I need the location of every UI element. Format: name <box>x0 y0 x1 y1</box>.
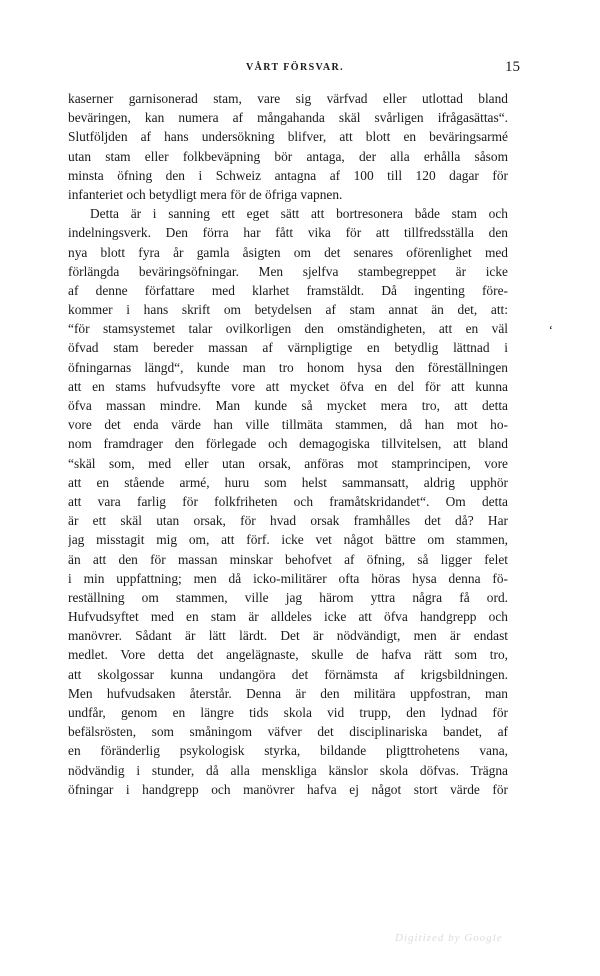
text-line: att en stående armé, huru som helst sammansatt, aldrig upphör <box>68 474 508 490</box>
text-line: vore det enda värde han ville tillmäta stammen, då han mot ho- <box>68 417 508 433</box>
text-line: “för stamsystemet talar ovilkorligen den omständigheten, att en väl <box>68 321 508 337</box>
text-line: att en stams hufvudsyfte vore att mycket öfva en del för att kunna <box>68 378 508 394</box>
text-line: Detta är i sanning ett eget sätt att bortresonera både stam och <box>90 206 508 222</box>
page-number: 15 <box>505 59 520 75</box>
text-line: kommer i hans skrift om betydelsen af stam annat än det, att: <box>68 302 508 318</box>
text-line: nödvändig i stunder, då alla menskliga känslor skola döfvas. Trägna <box>68 762 508 778</box>
text-line: är ett skäl utan orsak, för hvad orsak framhålles det då? Har <box>68 513 508 529</box>
running-title: VÅRT FÖRSVAR. <box>245 62 345 73</box>
running-head <box>70 59 520 84</box>
text-line: infanteriet och betydligt mera för de öfriga vapnen. <box>68 186 343 202</box>
text-line: medlet. Vore detta det angelägnaste, skulle de hafva rätt som tro, <box>68 647 508 663</box>
text-line: nom framdrager den förlegade och demagogiska tillvitelsen, att bland <box>68 436 508 452</box>
text-line: att skolgossar kunna undangöra det förnämsta af krigsbildningen. <box>68 666 508 682</box>
text-line: öfningar i handgrepp och manövrer hafva ej något stort värde för <box>68 781 508 797</box>
text-line: än att den för massan minskar behofvet af öfning, så ligger felet <box>68 551 508 567</box>
text-line: öfningarnas längd“, kunde man tro honom hysa den föreställningen <box>68 359 508 375</box>
text-line: i min uppfattning; men då icko-militärer ofta höras hysa denna fö- <box>68 570 508 586</box>
text-line: jag misstagit mig om, att förf. icke vet något bättre om stammen, <box>68 532 508 548</box>
text-line: öfvad stam bereder massan af värnpligtige en betydlig lättnad i <box>68 340 508 356</box>
text-line: utan stam eller folkbeväpning bör antaga, der alla erhålla såsom <box>68 148 508 164</box>
text-line: af denne författare med klarhet framstäldt. Då ingenting före- <box>68 282 508 298</box>
text-line: reställning om stammen, ville jag härom yttra några få ord. <box>68 589 508 605</box>
text-line: befälsrösten, som småningom väfver det disciplinariska bandet, af <box>68 724 508 740</box>
text-line: Slutföljden af hans undersökning blifver, att blott en beväringsarmé <box>68 129 508 145</box>
text-line: en föränderlig psykologisk styrka, bildande pligttrohetens vana, <box>68 743 508 759</box>
text-line: förlängda beväringsöfningar. Men sjelfva stambegreppet är icke <box>68 263 508 279</box>
text-line: “skäl som, med eller utan orsak, anföras mot stamprincipen, vore <box>68 455 508 471</box>
text-line: undfår, genom en längre tids skola vid trupp, den lydnad för <box>68 705 508 720</box>
text-line: nya blott fyra år gamla åsigten om det senares oförenlighet med <box>68 244 508 260</box>
text-line: manövrer. Sådant är lätt lärdt. Det är nödvändigt, men är endast <box>68 628 508 644</box>
text-line: minsta öfning den i Schweiz antagna af 100 till 120 dagar för <box>68 167 508 183</box>
text-line: Men hufvudsaken återstår. Denna är den militära uppfostran, man <box>68 685 508 701</box>
watermark: Digitized by Google <box>395 932 503 944</box>
body-text <box>68 89 508 799</box>
text-line: indelningsverk. Den förra har fått vika för att tillfredsställa den <box>68 225 508 241</box>
margin-mark: ʻ <box>548 322 553 337</box>
text-line: kaserner garnisonerad stam, vare sig värfvad eller utlottad bland <box>68 91 508 106</box>
text-line: öfva massan mindre. Man kunde så mycket mera tro, att detta <box>68 398 508 413</box>
text-line: att vara farlig för folkfriheten och framåtskridandet“. Om detta <box>68 493 508 509</box>
text-line: Hufvudsyftet med en stam är alldeles icke att öfva handgrepp och <box>68 609 508 625</box>
text-line: beväringen, kan numera af mångahanda skäl svårligen ifrågasättas“. <box>68 110 508 126</box>
